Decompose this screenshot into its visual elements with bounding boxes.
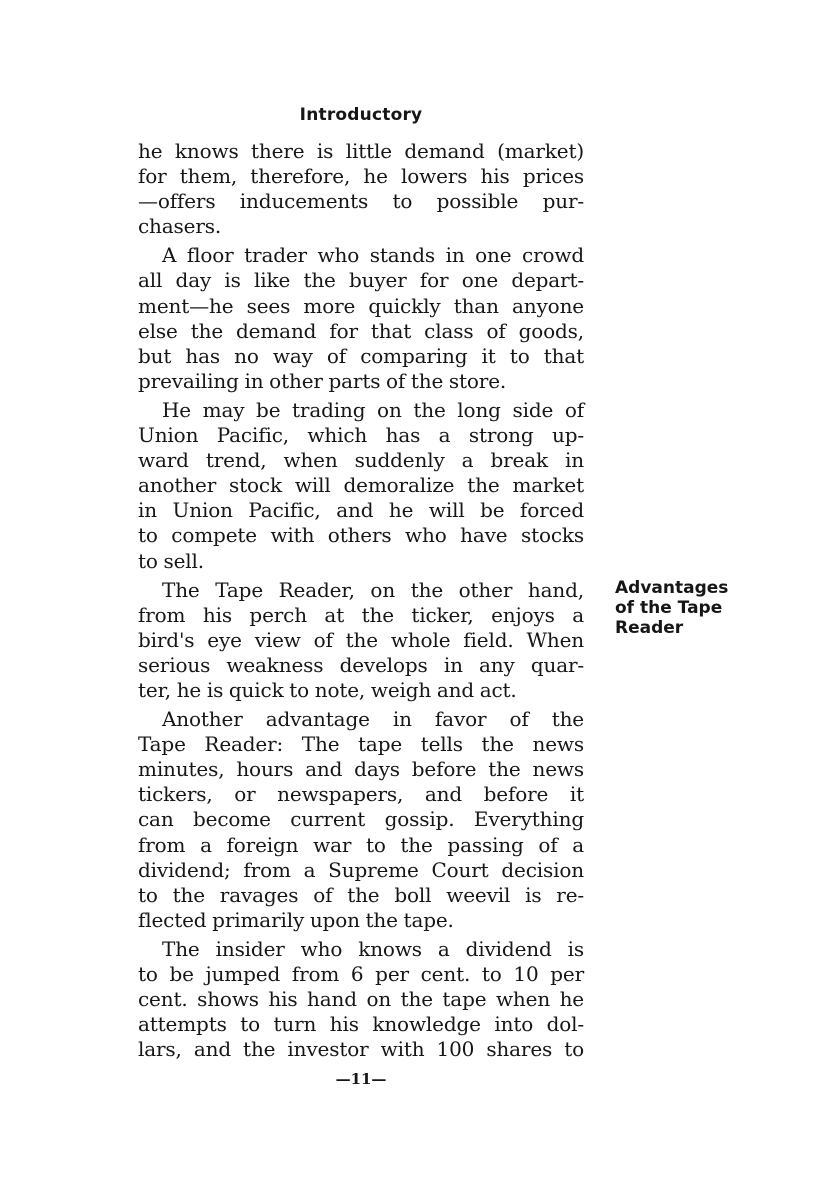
text-line: to compete with others who have stocks bbox=[138, 523, 584, 548]
text-line: for them, therefore, he lowers his prices bbox=[138, 164, 584, 189]
text-line: The Tape Reader, on the other hand, bbox=[162, 577, 584, 602]
paragraph bbox=[138, 578, 584, 703]
text-line: chasers. bbox=[138, 214, 222, 239]
text-line: from his perch at the ticker, enjoys a bbox=[138, 602, 584, 627]
margin-note-line: of the Tape bbox=[615, 598, 723, 618]
text-line: flected primarily upon the tape. bbox=[138, 907, 454, 932]
text-line: dividend; from a Supreme Court decision bbox=[138, 857, 584, 882]
paragraph bbox=[138, 398, 584, 574]
paragraph bbox=[138, 707, 584, 933]
body-text bbox=[138, 139, 584, 1066]
paragraph bbox=[138, 243, 584, 394]
margin-note-line: Reader bbox=[615, 618, 684, 638]
text-line: lars, and the investor with 100 shares to bbox=[138, 1037, 584, 1062]
text-line: else the demand for that class of goods, bbox=[138, 318, 584, 343]
text-line: to sell. bbox=[138, 548, 204, 573]
text-line: Union Pacific, which has a strong up- bbox=[138, 423, 584, 448]
page-number: —11— bbox=[335, 1070, 387, 1088]
text-line: Another advantage in favor of the bbox=[162, 707, 584, 732]
margin-note-line: Advantages bbox=[615, 578, 729, 598]
margin-note bbox=[615, 578, 755, 638]
text-line: can become current gossip. Everything bbox=[138, 807, 584, 832]
text-line: He may be trading on the long side of bbox=[162, 397, 584, 422]
text-line: minutes, hours and days before the news bbox=[138, 757, 584, 782]
text-line: attempts to turn his knowledge into dol- bbox=[138, 1012, 584, 1037]
text-line: to the ravages of the boll weevil is re- bbox=[138, 882, 584, 907]
text-line: —offers inducements to possible pur- bbox=[138, 189, 584, 214]
text-line: ter, he is quick to note, weigh and act. bbox=[138, 677, 517, 702]
text-line: he knows there is little demand (market) bbox=[138, 139, 584, 163]
text-line: Tape Reader: The tape tells the news bbox=[138, 732, 584, 757]
text-line: The insider who knows a dividend is bbox=[162, 936, 584, 961]
text-line: from a foreign war to the passing of a bbox=[138, 832, 584, 857]
text-line: all day is like the buyer for one depart- bbox=[138, 268, 584, 293]
text-line: cent. shows his hand on the tape when he bbox=[138, 987, 584, 1012]
paragraph bbox=[138, 139, 584, 239]
text-line: serious weakness develops in any quar- bbox=[138, 652, 584, 677]
paragraph bbox=[138, 937, 584, 1062]
text-line: A floor trader who stands in one crowd bbox=[162, 243, 584, 268]
text-line: bird's eye view of the whole field. When bbox=[138, 627, 584, 652]
running-head: Introductory bbox=[299, 105, 423, 125]
text-line: tickers, or newspapers, and before it bbox=[138, 782, 584, 807]
text-line: ment—he sees more quickly than anyone bbox=[138, 293, 584, 318]
text-line: in Union Pacific, and he will be forced bbox=[138, 498, 584, 523]
text-line: to be jumped from 6 per cent. to 10 per bbox=[138, 962, 584, 986]
text-line: prevailing in other parts of the store. bbox=[138, 368, 507, 393]
text-line: but has no way of comparing it to that bbox=[138, 343, 584, 368]
text-line: ward trend, when suddenly a break in bbox=[138, 448, 584, 473]
text-line: another stock will demoralize the market bbox=[138, 473, 584, 498]
